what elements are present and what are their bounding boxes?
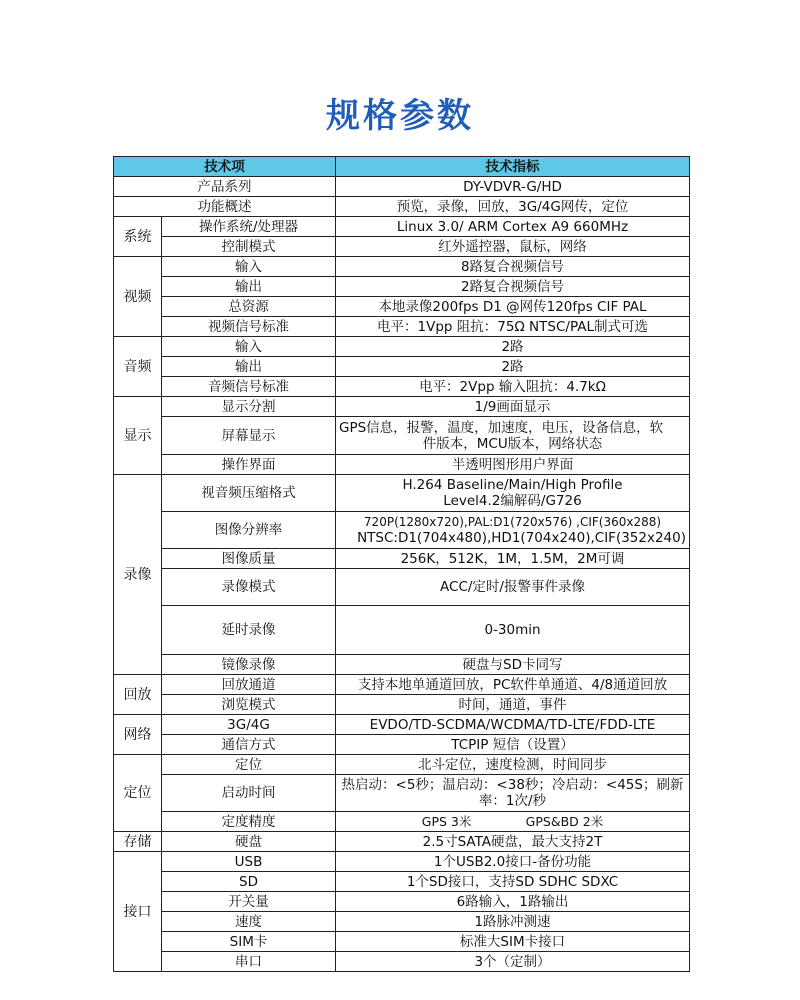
value-line: NTSC:D1(704x480),HD1(704x240),CIF(352x240) bbox=[357, 530, 686, 546]
row-item: 屏幕显示 bbox=[162, 417, 336, 455]
row-value: 2路 bbox=[336, 337, 690, 357]
row-item: 总资源 bbox=[162, 297, 336, 317]
value-line: 720P(1280x720),PAL:D1(720x576) ,CIF(360x288) bbox=[363, 515, 662, 529]
row-value: 时间，通道，事件 bbox=[336, 695, 690, 715]
row-value: 硬盘与SD卡同写 bbox=[336, 655, 690, 675]
row-item: 硬盘 bbox=[162, 832, 336, 852]
table-row bbox=[114, 569, 690, 606]
row-item: 控制模式 bbox=[162, 237, 336, 257]
row-item: 音频信号标准 bbox=[162, 377, 336, 397]
group-label: 接口 bbox=[114, 852, 162, 972]
row-item: 图像质量 bbox=[162, 549, 336, 569]
table-row bbox=[114, 715, 690, 735]
row-item: 镜像录像 bbox=[162, 655, 336, 675]
table-row bbox=[114, 297, 690, 317]
row-value: 3个（定制） bbox=[336, 952, 690, 972]
value-line: 热启动：<5秒；温启动：<38秒；冷启动：<45S；刷新 bbox=[341, 777, 684, 793]
group-label: 系统 bbox=[114, 217, 162, 257]
table-row bbox=[114, 755, 690, 775]
row-item: 视音频压缩格式 bbox=[162, 475, 336, 512]
table-row bbox=[114, 952, 690, 972]
row-value: DY-VDVR-G/HD bbox=[336, 177, 690, 197]
table-row bbox=[114, 177, 690, 197]
row-value: 1路脉冲测速 bbox=[336, 912, 690, 932]
row-value: 1个SD接口，支持SD SDHC SDXC bbox=[336, 872, 690, 892]
table-row bbox=[114, 475, 690, 512]
gps-accuracy: GPS 3米 bbox=[421, 813, 472, 829]
value-line: 率：1次/秒 bbox=[478, 793, 547, 809]
page-title: 规格参数 bbox=[326, 96, 474, 136]
group-label: 网络 bbox=[114, 715, 162, 755]
header-value: 技术指标 bbox=[336, 157, 690, 177]
table-row bbox=[114, 217, 690, 237]
row-value: Linux 3.0/ ARM Cortex A9 660MHz bbox=[336, 217, 690, 237]
table-row bbox=[114, 675, 690, 695]
row-value: 红外遥控器，鼠标，网络 bbox=[336, 237, 690, 257]
group-label: 回放 bbox=[114, 675, 162, 715]
table-row bbox=[114, 337, 690, 357]
table-row bbox=[114, 606, 690, 655]
row-value bbox=[336, 812, 690, 832]
table-row bbox=[114, 852, 690, 872]
row-item: 输入 bbox=[162, 257, 336, 277]
row-value: 电平：1Vpp 阻抗：75Ω NTSC/PAL制式可选 bbox=[336, 317, 690, 337]
row-value bbox=[336, 417, 690, 455]
table-row bbox=[114, 695, 690, 715]
table-row bbox=[114, 257, 690, 277]
table-row bbox=[114, 377, 690, 397]
value-line: Level4.2编解码/G726 bbox=[443, 493, 582, 509]
value-line: H.264 Baseline/Main/High Profile bbox=[402, 477, 623, 493]
table-row bbox=[114, 455, 690, 475]
row-value: 1个USB2.0接口-备份功能 bbox=[336, 852, 690, 872]
table-row bbox=[114, 357, 690, 377]
row-value: 本地录像200fps D1 @网传120fps CIF PAL bbox=[336, 297, 690, 317]
row-value: 256K，512K，1M，1.5M，2M可调 bbox=[336, 549, 690, 569]
row-value: 支持本地单通道回放，PC软件单通道、4/8通道回放 bbox=[336, 675, 690, 695]
row-item: 视频信号标准 bbox=[162, 317, 336, 337]
value-line: 件版本，MCU版本，网络状态 bbox=[422, 435, 603, 452]
row-item: 输入 bbox=[162, 337, 336, 357]
table-row bbox=[114, 549, 690, 569]
row-value: 0-30min bbox=[336, 606, 690, 655]
group-label: 显示 bbox=[114, 397, 162, 475]
table-row bbox=[114, 812, 690, 832]
row-item: 通信方式 bbox=[162, 735, 336, 755]
row-value: 2路复合视频信号 bbox=[336, 277, 690, 297]
row-item: SIM卡 bbox=[162, 932, 336, 952]
header-item: 技术项 bbox=[114, 157, 336, 177]
table-row bbox=[114, 317, 690, 337]
gps-bd-accuracy: GPS&BD 2米 bbox=[525, 813, 604, 829]
table-row bbox=[114, 832, 690, 852]
row-item: 延时录像 bbox=[162, 606, 336, 655]
row-item: USB bbox=[162, 852, 336, 872]
row-item: 操作系统/处理器 bbox=[162, 217, 336, 237]
row-item: 定位 bbox=[162, 755, 336, 775]
row-value bbox=[336, 775, 690, 812]
row-value: 预览，录像，回放，3G/4G网传，定位 bbox=[336, 197, 690, 217]
value-line: GPS信息，报警，温度，加速度，电压，设备信息，软 bbox=[339, 419, 664, 436]
group-label: 视频 bbox=[114, 257, 162, 337]
row-value: TCPIP 短信（设置） bbox=[336, 735, 690, 755]
row-item: SD bbox=[162, 872, 336, 892]
row-value: 6路输入，1路输出 bbox=[336, 892, 690, 912]
row-value: 北斗定位，速度检测，时间同步 bbox=[336, 755, 690, 775]
row-value: EVDO/TD-SCDMA/WCDMA/TD-LTE/FDD-LTE bbox=[336, 715, 690, 735]
table-row bbox=[114, 872, 690, 892]
row-item: 开关量 bbox=[162, 892, 336, 912]
row-value: 1/9画面显示 bbox=[336, 397, 690, 417]
row-item: 回放通道 bbox=[162, 675, 336, 695]
group-label: 音频 bbox=[114, 337, 162, 397]
row-value bbox=[336, 512, 690, 549]
table-row bbox=[114, 892, 690, 912]
table-row bbox=[114, 655, 690, 675]
row-value: 标准大SIM卡接口 bbox=[336, 932, 690, 952]
table-row bbox=[114, 512, 690, 549]
table-row bbox=[114, 237, 690, 257]
row-item: 浏览模式 bbox=[162, 695, 336, 715]
row-item: 输出 bbox=[162, 277, 336, 297]
group-label: 录像 bbox=[114, 475, 162, 675]
row-item: 录像模式 bbox=[162, 569, 336, 606]
group-label: 存储 bbox=[114, 832, 162, 852]
row-item: 功能概述 bbox=[114, 197, 336, 217]
row-item: 速度 bbox=[162, 912, 336, 932]
row-item: 产品系列 bbox=[114, 177, 336, 197]
table-row bbox=[114, 932, 690, 952]
row-item: 定度精度 bbox=[162, 812, 336, 832]
row-value: 2路 bbox=[336, 357, 690, 377]
row-item: 显示分割 bbox=[162, 397, 336, 417]
table-row bbox=[114, 775, 690, 812]
row-item: 操作界面 bbox=[162, 455, 336, 475]
row-value: 2.5寸SATA硬盘，最大支持2T bbox=[336, 832, 690, 852]
row-value: 电平：2Vpp 输入阻抗：4.7kΩ bbox=[336, 377, 690, 397]
group-label: 定位 bbox=[114, 755, 162, 832]
row-item: 启动时间 bbox=[162, 775, 336, 812]
row-item: 串口 bbox=[162, 952, 336, 972]
row-value: ACC/定时/报警事件录像 bbox=[336, 569, 690, 606]
table-row bbox=[114, 417, 690, 455]
row-value bbox=[336, 475, 690, 512]
row-item: 输出 bbox=[162, 357, 336, 377]
table-row bbox=[114, 277, 690, 297]
row-item: 图像分辨率 bbox=[162, 512, 336, 549]
row-value: 8路复合视频信号 bbox=[336, 257, 690, 277]
row-item: 3G/4G bbox=[162, 715, 336, 735]
table-row bbox=[114, 912, 690, 932]
row-value: 半透明图形用户界面 bbox=[336, 455, 690, 475]
table-header-row bbox=[114, 157, 690, 177]
table-row bbox=[114, 197, 690, 217]
table-row bbox=[114, 397, 690, 417]
spec-table bbox=[113, 156, 690, 972]
table-row bbox=[114, 735, 690, 755]
